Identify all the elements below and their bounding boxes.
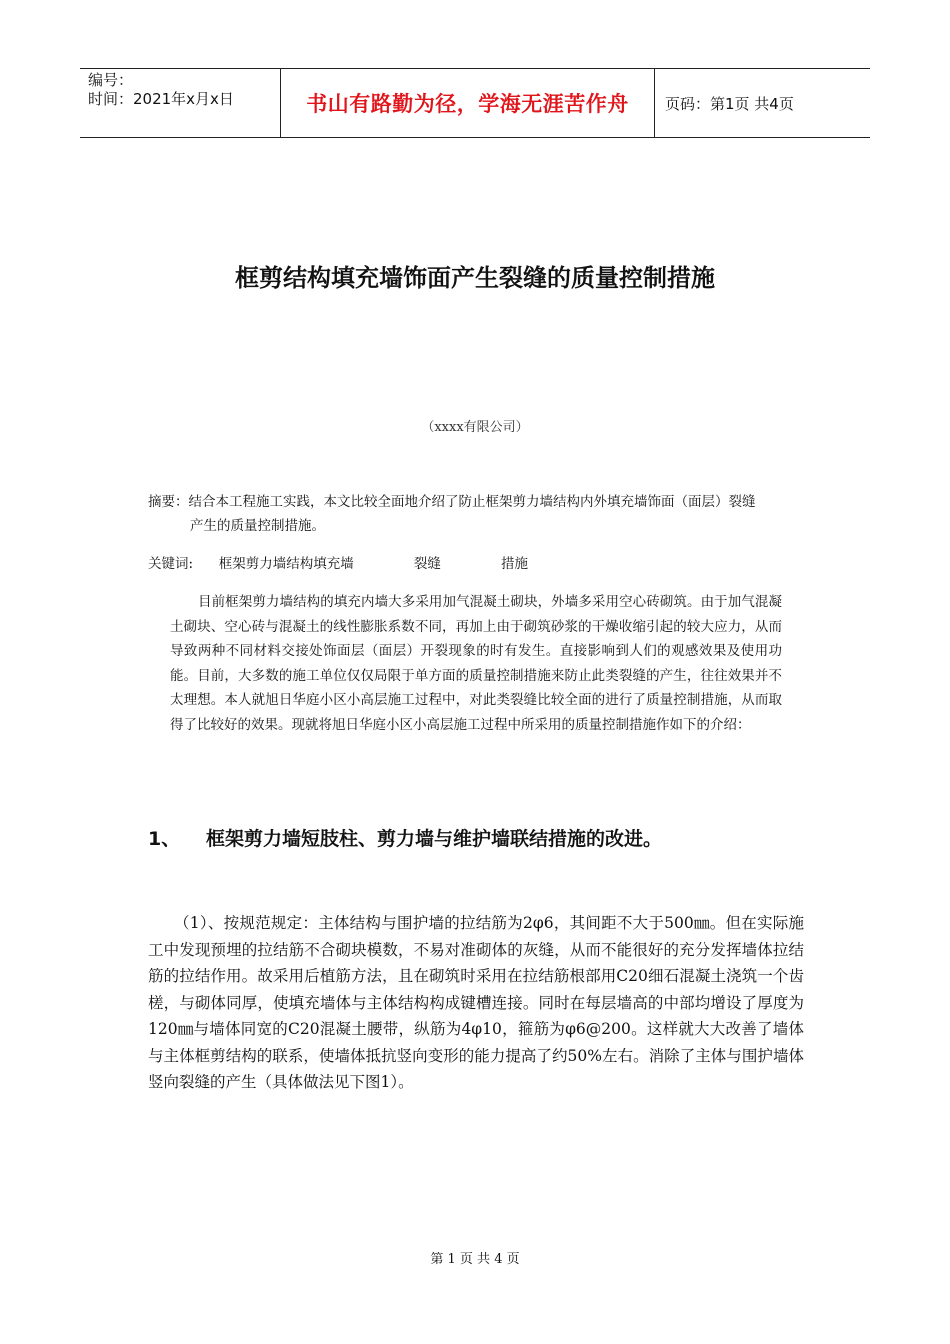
abstract: [148, 490, 788, 538]
document-title: 框剪结构填充墙饰面产生裂缝的质量控制措施: [235, 264, 715, 292]
abstract-line-1: 摘要：结合本工程施工实践，本文比较全面地介绍了防止框架剪力墙结构内外填充墙饰面（面层）裂缝: [148, 494, 756, 510]
page-header: [80, 68, 870, 138]
header-page-code: 页码：第1页 共4页: [665, 94, 794, 113]
document-number-label: 编号：: [88, 71, 134, 89]
header-meta: [80, 69, 280, 137]
section-heading-1: [148, 824, 662, 851]
document-date: 时间：2021年x月x日: [88, 90, 234, 108]
company-name: （xxxx有限公司）: [421, 420, 529, 435]
intro-paragraph: 目前框架剪力墙结构的填充内墙大多采用加气混凝土砌块，外墙多采用空心砖砌筑。由于加气混凝土砌块、空心砖与混凝土的线性膨胀系数不同，再加上由于砌筑砂浆的干燥收缩引起的较大应力，从而导致两种不同材料交接处饰面层（面层）开裂现象的时有发生。直接影响到人们的观感效果及使用功能。目前，大多数的施工单位仅仅局限于单方面的质量控制措施来防止此类裂缝的产生，往往效果并不太理想。本人就旭日华庭小区小高层施工过程中，对此类裂缝比较全面的进行了质量控制措施，从而取得了比较好的效果。现就将旭日华庭小区小高层施工过程中所采用的质量控制措施作如下的介绍：: [170, 594, 782, 733]
section-1-paragraph: （1）、按规范规定：主体结构与围护墙的拉结筋为2φ6，其间距不大于500㎜。但在实际施工中发现预埋的拉结筋不合砌块模数，不易对准砌体的灰缝，从而不能很好的充分发挥墙体拉结筋的拉结作用。故采用后植筋方法，且在砌筑时采用在拉结筋根部用C20细石混凝土浇筑一个齿槎，与砌体同厚，使填充墙体与主体结构构成键槽连接。同时在每层墙高的中部均增设了厚度为120㎜与墙体同宽的C20混凝土腰带，纵筋为4φ10，箍筋为φ6@200。这样就大大改善了墙体与主体框剪结构的联系，使墙体抵抗竖向变形的能力提高了约50%左右。消除了主体与围护墙体竖向裂缝的产生（具体做法见下图1）。: [148, 914, 804, 1091]
header-motto: 书山有路勤为径，学海无涯苦作舟: [280, 69, 655, 137]
section-number: 1、: [148, 828, 181, 850]
abstract-line-2: 产生的质量控制措施。: [190, 518, 325, 534]
page-footer: 第 1 页 共 4 页: [430, 1252, 520, 1267]
section-title: 框架剪力墙短肢柱、剪力墙与维护墙联结措施的改进。: [206, 828, 663, 850]
keywords: 关键词: 框架剪力墙结构填充墙 裂缝 措施: [148, 556, 528, 572]
